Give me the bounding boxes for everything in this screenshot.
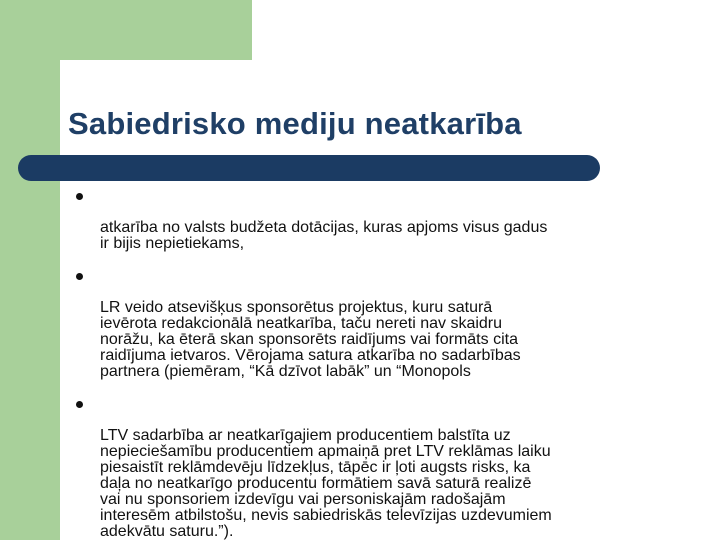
decor-green-left (0, 0, 60, 540)
bullet-text: LTV sadarbība ar neatkarīgajiem producentiem balstīta uz nepieciešamību producentiem apmaiņā pret LTV reklāmas laiku piesaistīt reklāmdevēju līdzekļus, tāpēc ir ļoti augsts risks, ka daļa no neatkarīgo producentu formātiem savā saturā realizē vai nu sponsoriem izdevīgu vai personiskajām radošajām interesēm atbilstošu, nevis sabiedriskās televīzijas uzdevumiem adekvātu saturu.”). (100, 427, 552, 540)
bullet-list (76, 188, 676, 540)
bullet-text: atkarība no valsts budžeta dotācijas, kuras apjoms visus gadus ir bijis nepietiekams, (100, 219, 548, 252)
bullet-item (76, 188, 676, 268)
bullet-dot-icon (76, 193, 83, 200)
slide-title: Sabiedrisko mediju neatkarība (68, 106, 522, 141)
title-underline-bar (18, 155, 600, 181)
bullet-dot-icon (76, 401, 83, 408)
bullet-dot-icon (76, 273, 83, 280)
bullet-text: LR veido atsevišķus sponsorētus projektus, kuru saturā ievērota redakcionālā neatkarība, taču nereti nav skaidru norāžu, ka ēterā skan sponsorēts raidījums vai formāts cita raidījuma ietvaros. Vērojama satura atkarība no sadarbības partnera (piemēram, “Kā dzīvot labāk” un “Monopols (100, 299, 521, 380)
bullet-item (76, 396, 676, 540)
bullet-item (76, 268, 676, 396)
